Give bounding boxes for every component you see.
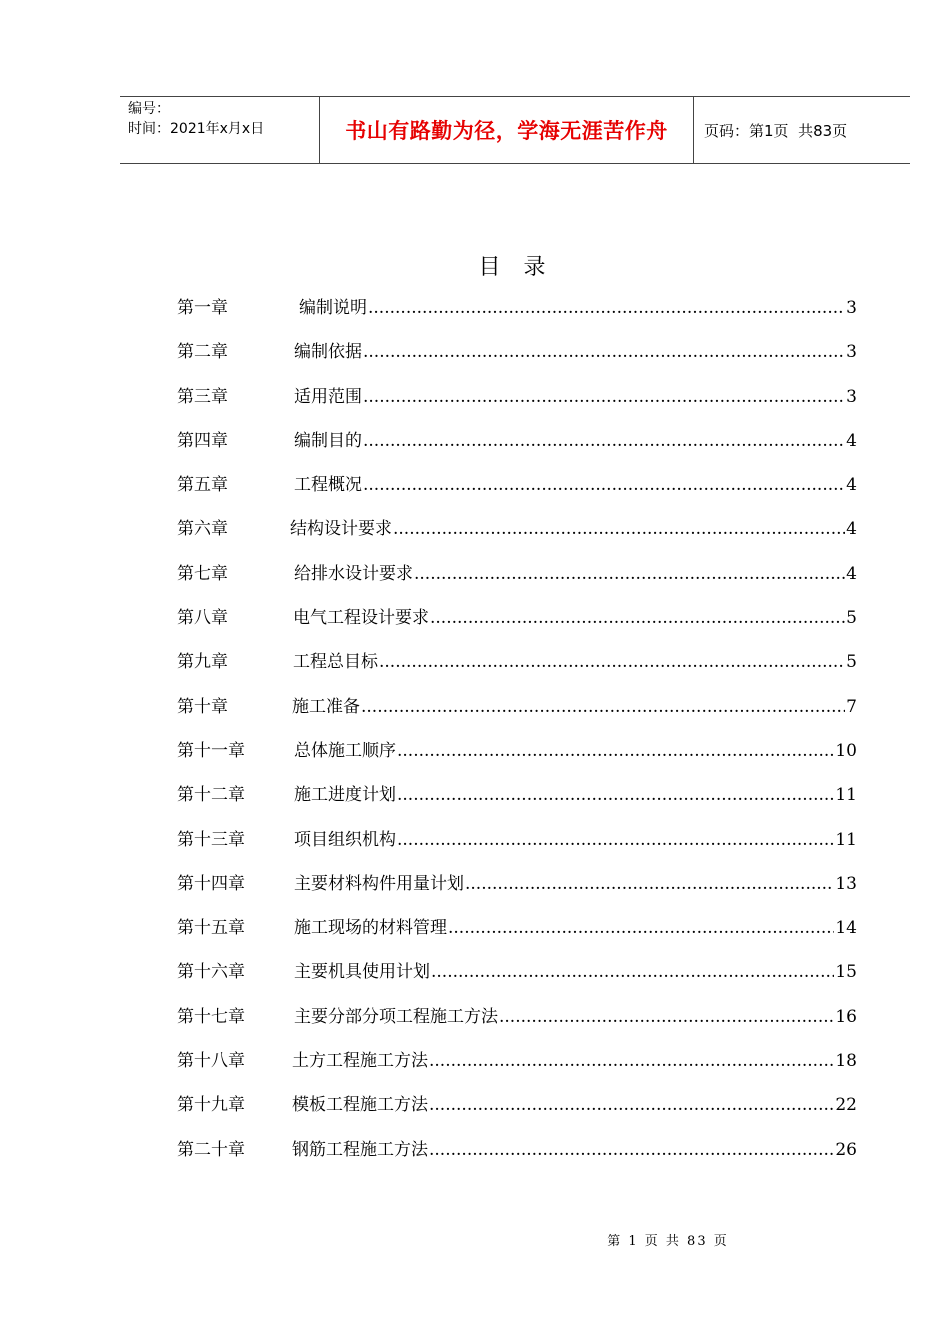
toc-entry[interactable] (177, 599, 857, 643)
toc-leader-dots (465, 865, 834, 903)
toc-entry[interactable] (177, 1086, 857, 1130)
toc-entry[interactable] (177, 776, 857, 820)
toc-title-text: 结构设计要求 (290, 519, 392, 540)
toc-title-text: 钢筋工程施工方法 (292, 1139, 428, 1160)
toc-page-number: 22 (835, 1095, 857, 1116)
toc-title-text: 总体施工顺序 (294, 740, 396, 761)
toc-leader-dots (397, 732, 834, 770)
toc-page-number: 26 (835, 1139, 857, 1160)
toc-page-number: 4 (846, 563, 857, 584)
toc-page-number: 13 (835, 873, 857, 894)
toc-chapter: 第十七章 (177, 1006, 245, 1027)
toc-entry[interactable] (177, 643, 857, 687)
toc-title-text: 编制目的 (294, 430, 362, 451)
toc-chapter: 第十三章 (177, 829, 245, 850)
toc-title-text: 给排水设计要求 (294, 563, 413, 584)
toc-title-text: 电气工程设计要求 (293, 608, 429, 629)
toc-entry[interactable] (177, 289, 857, 333)
header-meta (120, 97, 320, 163)
page-header (120, 96, 910, 164)
header-motto: 书山有路勤为径，学海无涯苦作舟 (320, 97, 694, 163)
toc-leader-dots (361, 688, 845, 726)
toc-page-number: 18 (835, 1051, 857, 1072)
toc-leader-dots (363, 378, 845, 416)
toc-chapter: 第一章 (177, 298, 228, 318)
toc-chapter: 第十四章 (177, 873, 245, 894)
toc-leader-dots (368, 289, 845, 327)
page-footer: 第 1 页 共 83 页 (607, 1234, 729, 1249)
toc-title: 目 录 (478, 255, 554, 280)
toc-entry[interactable] (177, 333, 857, 377)
toc-page-number: 4 (846, 519, 857, 540)
toc-leader-dots (363, 466, 845, 504)
toc-chapter: 第十章 (177, 696, 228, 717)
toc-title-text: 施工准备 (292, 696, 360, 717)
toc-chapter: 第九章 (177, 652, 228, 673)
toc-leader-dots (448, 909, 834, 947)
toc-entry[interactable] (177, 510, 857, 554)
toc-entry[interactable] (177, 998, 857, 1042)
toc-page-number: 11 (835, 829, 857, 850)
toc-title-text: 施工现场的材料管理 (294, 918, 447, 939)
table-of-contents (177, 289, 857, 1175)
time-label: 时间：2021年x月x日 (128, 121, 265, 137)
toc-entry[interactable] (177, 865, 857, 909)
toc-page-number: 11 (835, 785, 857, 806)
toc-entry[interactable] (177, 953, 857, 997)
toc-title-text: 编制说明 (299, 298, 367, 318)
toc-page-number: 10 (835, 740, 857, 761)
toc-entry[interactable] (177, 1042, 857, 1086)
toc-chapter: 第十九章 (177, 1095, 245, 1116)
toc-entry[interactable] (177, 909, 857, 953)
toc-leader-dots (429, 1131, 834, 1169)
toc-page-number: 16 (835, 1006, 857, 1027)
toc-page-number: 7 (846, 696, 857, 717)
toc-leader-dots (397, 821, 834, 859)
toc-title-text: 适用范围 (294, 386, 362, 407)
toc-leader-dots (430, 599, 845, 637)
toc-page-number: 3 (846, 342, 857, 363)
toc-chapter: 第十二章 (177, 785, 245, 806)
toc-entry[interactable] (177, 1131, 857, 1175)
toc-title-text: 项目组织机构 (294, 829, 396, 850)
toc-entry[interactable] (177, 555, 857, 599)
toc-title-text: 编制依据 (294, 342, 362, 363)
toc-leader-dots (429, 1042, 834, 1080)
toc-leader-dots (499, 998, 834, 1036)
toc-chapter: 第十六章 (177, 962, 245, 983)
toc-chapter: 第十八章 (177, 1051, 245, 1072)
toc-page-number: 15 (835, 962, 857, 983)
toc-title-text: 主要机具使用计划 (294, 962, 430, 983)
toc-chapter: 第十一章 (177, 740, 245, 761)
toc-page-number: 14 (835, 918, 857, 939)
toc-leader-dots (393, 510, 845, 548)
toc-page-number: 5 (846, 652, 857, 673)
toc-title-text: 工程总目标 (293, 652, 378, 673)
page-info-text: 页码：第1页 共83页 (704, 121, 848, 140)
toc-entry[interactable] (177, 378, 857, 422)
toc-chapter: 第八章 (177, 608, 228, 629)
toc-chapter: 第七章 (177, 563, 228, 584)
toc-leader-dots (363, 333, 845, 371)
toc-leader-dots (379, 643, 845, 681)
toc-entry[interactable] (177, 688, 857, 732)
toc-chapter: 第十五章 (177, 918, 245, 939)
toc-page-number: 4 (846, 475, 857, 496)
toc-page-number: 5 (846, 608, 857, 629)
toc-entry[interactable] (177, 422, 857, 466)
number-label: 编号： (128, 101, 170, 117)
toc-title-text: 主要分部分项工程施工方法 (294, 1006, 498, 1027)
toc-chapter: 第二章 (177, 342, 228, 363)
toc-leader-dots (363, 422, 845, 460)
toc-entry[interactable] (177, 821, 857, 865)
toc-leader-dots (431, 953, 834, 991)
toc-chapter: 第二十章 (177, 1139, 245, 1160)
toc-title-text: 施工进度计划 (294, 785, 396, 806)
toc-title-text: 工程概况 (294, 475, 362, 496)
toc-page-number: 4 (846, 430, 857, 451)
toc-chapter: 第六章 (177, 519, 228, 540)
toc-chapter: 第五章 (177, 475, 228, 496)
toc-title-text: 土方工程施工方法 (292, 1051, 428, 1072)
toc-entry[interactable] (177, 466, 857, 510)
header-page-info (694, 97, 910, 163)
toc-chapter: 第四章 (177, 430, 228, 451)
toc-title-text: 主要材料构件用量计划 (294, 873, 464, 894)
toc-leader-dots (429, 1086, 834, 1124)
toc-chapter: 第三章 (177, 386, 228, 407)
toc-page-number: 3 (846, 386, 857, 407)
toc-leader-dots (414, 555, 845, 593)
toc-entry[interactable] (177, 732, 857, 776)
toc-leader-dots (397, 776, 834, 814)
toc-title-text: 模板工程施工方法 (292, 1095, 428, 1116)
toc-page-number: 3 (846, 298, 857, 318)
